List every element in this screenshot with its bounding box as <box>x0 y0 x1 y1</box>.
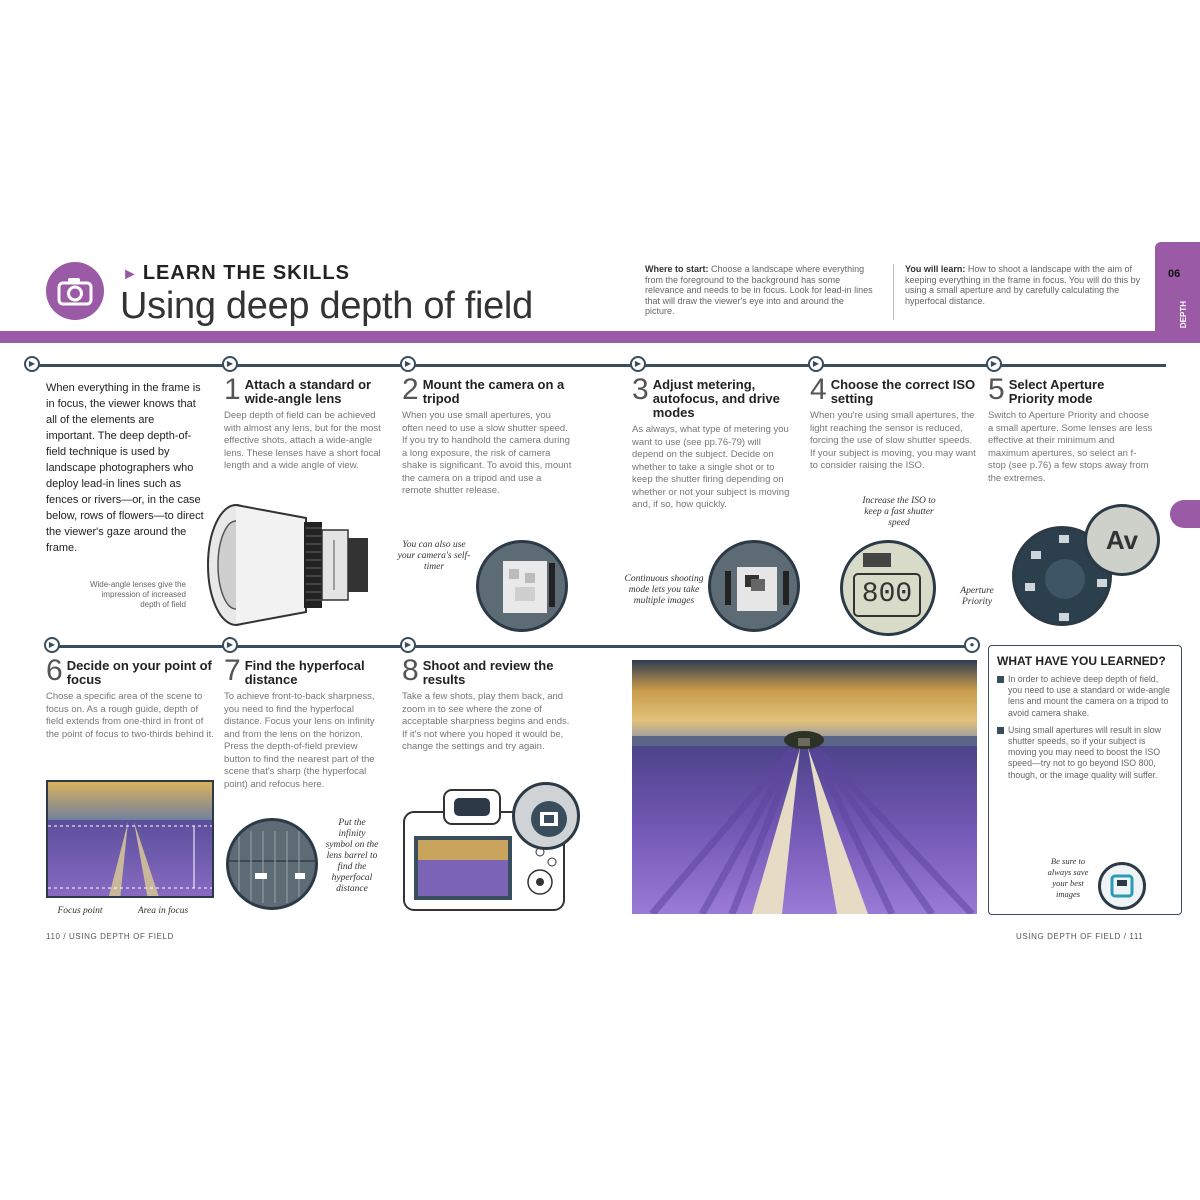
footer-right: USING DEPTH OF FIELD / 111 <box>1016 932 1144 941</box>
header-band <box>0 331 1200 343</box>
lavender-field-photo <box>632 660 977 914</box>
drive-mode-icon <box>711 543 800 632</box>
step-4: 4 Choose the correct ISO setting When you're using small apertures, the light reaching the sensor is reduced, forcing the use of slow shutter speeds. If your subject is moving, you may want to consider raising the ISO. <box>810 373 976 471</box>
wyl-item: In order to achieve deep depth of field, you need to use a standard or wide-angle lens and mount the camera on a tripod to avoid camera shake. <box>997 674 1173 719</box>
memory-card-zoom <box>1098 862 1146 910</box>
timeline-node: ▶ <box>808 356 824 372</box>
intro-divider <box>893 264 894 320</box>
memory-card-icon <box>1108 872 1136 900</box>
step-2: 2 Mount the camera on a tripod When you use small apertures, you often need to use a slow shutter speed. If you try to handhold the camera during a long exposure, the risk of camera shake is significant. To avoid this, mount the camera on a tripod and use a remote shutter release. <box>402 373 572 496</box>
timeline-row-2 <box>48 645 972 648</box>
lead-paragraph: When everything in the frame is in focus, the viewer knows that all of the elements are important. The deep depth-of-field technique is used by landscape photographers who deploy lead-in lines such as fences or rivers—or, in the case below, rows of flowers—to direct the viewer's gaze around the frame. <box>46 382 204 554</box>
where-to-start: Where to start: Choose a landscape where everything from the foreground to the background has some relevance and needs to be in focus. Look for lead-in lines that will draw the viewer's eye into and around the picture. <box>645 264 873 316</box>
bullet-icon <box>997 676 1004 683</box>
focus-point-diagram <box>46 780 214 898</box>
timeline-node: ▶ <box>986 356 1002 372</box>
step-7: 7 Find the hyperfocal distance To achieve front-to-back sharpness, you need to find the hyperfocal distance. Focus your lens on infinity and from the lens on the horizon. Press the depth-of-field preview button to find the nearest part of the scene that's sharp (the hyperfocal point) and refocus here. <box>224 654 375 790</box>
lavender-field-image <box>632 660 977 914</box>
arrow-icon: ► <box>122 266 139 283</box>
chapter-word: DEPTH <box>1179 300 1189 329</box>
lavender-thumbnail <box>48 782 214 898</box>
aperture-note: Aperture Priority <box>960 586 994 607</box>
drive-mode-zoom <box>708 540 800 632</box>
lens-barrel-zoom <box>226 818 318 910</box>
step-1: 1 Attach a standard or wide-angle lens Deep depth of field can be achieved with almost any lens, but for the most effective shots, attach a wide-angle lens. These lenses have a short focal length and a wide angle of view. <box>224 373 381 471</box>
timeline-node: ▶ <box>222 356 238 372</box>
page-title: Using deep depth of field <box>120 285 533 327</box>
iso-readout: 800 <box>853 573 921 617</box>
playback-zoom <box>512 782 580 850</box>
footer-left: 110 / USING DEPTH OF FIELD <box>46 932 174 941</box>
step-5: 5 Select Aperture Priority mode Switch to Aperture Priority and choose a small aperture. Some lenses are less effective at their minimum and maximum apertures, so select an f-stop (see p.76) a few stops away from the extremes. <box>988 373 1153 484</box>
side-pill <box>1170 500 1200 528</box>
backup-note: Be sure to always save your best images <box>1047 856 1089 899</box>
step-8: 8 Shoot and review the results Take a few shots, play them back, and zoom in to see where the zone of acceptable sharpness begins and ends. If it's not where you hoped it would be, change the settings and try again. <box>402 654 570 752</box>
focus-point-label: Focus point <box>57 906 103 916</box>
chapter-number: 06 <box>1168 268 1181 280</box>
timeline-node: ▶ <box>400 637 416 653</box>
iso-note: Increase the ISO to keep a fast shutter speed <box>862 496 936 528</box>
infinity-scale-icon <box>229 821 318 910</box>
self-timer-icon <box>479 543 568 632</box>
area-in-focus-label: Area in focus <box>137 906 189 916</box>
wyl-title: WHAT HAVE YOU LEARNED? <box>997 654 1166 668</box>
camera-badge <box>46 262 104 320</box>
self-timer-note: You can also use your camera's self-timer <box>397 540 471 572</box>
wyl-item: Using small apertures will result in slow shutter speeds, so if your subject is moving you may need to boost the ISO speed—try not to go beyond ISO 800, though, or the image quality will suffer. <box>997 725 1173 781</box>
av-mode-zoom: Av <box>1084 504 1160 576</box>
timeline-node: ▶ <box>400 356 416 372</box>
you-will-learn: You will learn: How to shoot a landscape with the aim of keeping everything in the frame in focus. You will do this by using a small aperture and by carefully calculating the hyperfocal distance. <box>905 264 1141 306</box>
camera-icon <box>57 276 93 306</box>
section-kicker: ► LEARN THE SKILLS <box>122 262 350 284</box>
continuous-note: Continuous shooting mode lets you take multiple images <box>624 574 704 606</box>
step-3: 3 Adjust metering, autofocus, and drive modes As always, what type of metering you want to use (see pp.76-79) will depend on the subject. Decide on whether to take a single shot or to keep the shutter firing depending on whether or not your subject is moving and, if so, how quickly. <box>632 373 790 510</box>
timeline-node: ▶ <box>222 637 238 653</box>
bullet-icon <box>997 727 1004 734</box>
iso-zoom <box>840 540 936 636</box>
wide-angle-lens-illustration <box>196 500 376 630</box>
chapter-tab <box>1155 242 1200 342</box>
timeline-end-node: ● <box>964 637 980 653</box>
step-6: 6 Decide on your point of focus Chose a specific area of the scene to focus on. As a rough guide, depth of field extends from one-third in front of the point of focus to two-thirds behind it. <box>46 654 214 740</box>
iso-label-block <box>863 553 891 567</box>
lens-caption: Wide-angle lenses give the impression of increased depth of field <box>89 580 186 609</box>
timeline-node: ▶ <box>24 356 40 372</box>
timeline-node: ▶ <box>630 356 646 372</box>
self-timer-zoom <box>476 540 568 632</box>
timeline-node: ▶ <box>44 637 60 653</box>
infinity-note: Put the infinity symbol on the lens barrel to find the hyperfocal distance <box>325 818 379 894</box>
